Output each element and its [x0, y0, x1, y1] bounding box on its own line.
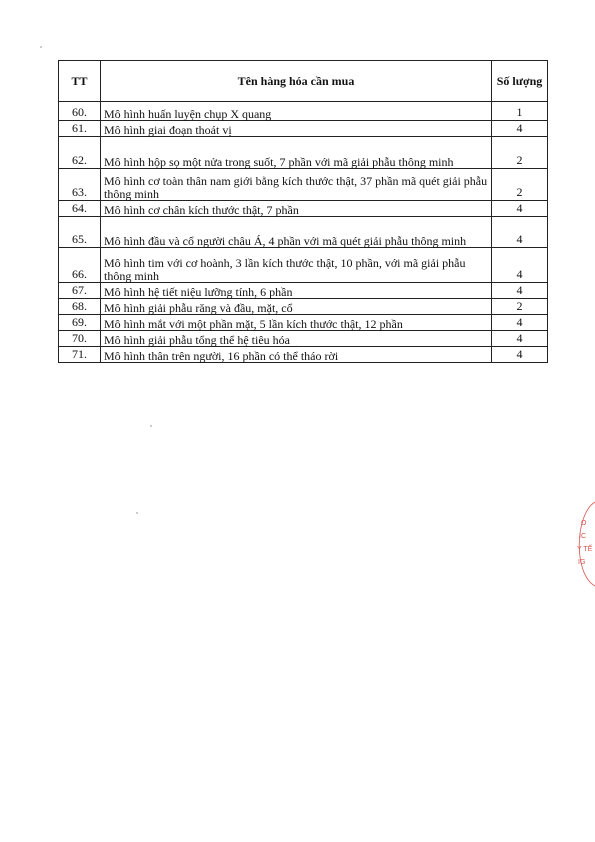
scan-speck — [40, 46, 42, 48]
table-row — [59, 169, 548, 201]
item-name: Mô hình giải phẫu răng và đầu, mặt, cổ — [101, 299, 492, 315]
item-name: Mô hình giải phẫu tổng thể hệ tiêu hóa — [101, 331, 492, 347]
item-quantity: 2 — [492, 137, 548, 169]
item-name: Mô hình hộp sọ một nửa trong suốt, 7 phần với mã giải phẫu thông minh — [101, 137, 492, 169]
row-number: 64. — [59, 201, 101, 217]
row-number: 70. — [59, 331, 101, 347]
red-stamp-fragment — [561, 500, 595, 588]
header-tt: TT — [59, 61, 101, 102]
item-quantity: 2 — [492, 299, 548, 315]
table-row — [59, 315, 548, 331]
table-row — [59, 283, 548, 299]
item-name: Mô hình đầu và cổ người châu Á, 4 phần với mã quét giải phẫu thông minh — [101, 217, 492, 248]
table-row — [59, 299, 548, 315]
item-quantity: 4 — [492, 217, 548, 248]
item-name: Mô hình hệ tiết niệu lưỡng tính, 6 phần — [101, 283, 492, 299]
table-row — [59, 121, 548, 137]
item-quantity: 4 — [492, 248, 548, 283]
row-number: 68. — [59, 299, 101, 315]
header-name: Tên hàng hóa cần mua — [101, 61, 492, 102]
item-quantity: 1 — [492, 102, 548, 121]
table-row — [59, 137, 548, 169]
item-quantity: 4 — [492, 347, 548, 363]
item-name: Mô hình thân trên người, 16 phần có thể tháo rời — [101, 347, 492, 363]
item-quantity: 2 — [492, 169, 548, 201]
scan-speck — [150, 425, 152, 427]
item-quantity: 4 — [492, 121, 548, 137]
table-row — [59, 347, 548, 363]
stamp-text-4: IG — [578, 559, 586, 566]
row-number: 71. — [59, 347, 101, 363]
item-name: Mô hình cơ toàn thân nam giới bằng kích thước thật, 37 phần mã quét giải phẫu thông minh — [101, 169, 492, 201]
row-number: 69. — [59, 315, 101, 331]
row-number: 66. — [59, 248, 101, 283]
items-table — [58, 60, 548, 363]
row-number: 62. — [59, 137, 101, 169]
item-name: Mô hình huấn luyện chụp X quang — [101, 102, 492, 121]
row-number: 60. — [59, 102, 101, 121]
item-name: Mô hình giai đoạn thoát vị — [101, 121, 492, 137]
stamp-text-2: IC — [579, 533, 586, 540]
scan-speck — [136, 512, 138, 514]
item-quantity: 4 — [492, 331, 548, 347]
table-row — [59, 102, 548, 121]
item-name: Mô hình mắt với một phần mặt, 5 lần kích thước thật, 12 phần — [101, 315, 492, 331]
row-number: 61. — [59, 121, 101, 137]
table-row — [59, 217, 548, 248]
stamp-text-3: Y TẾ — [577, 546, 593, 553]
row-number: 67. — [59, 283, 101, 299]
item-quantity: 4 — [492, 315, 548, 331]
table-row — [59, 248, 548, 283]
item-quantity: 4 — [492, 283, 548, 299]
item-name: Mô hình tim với cơ hoành, 3 lần kích thước thật, 10 phần, với mã giải phẫu thông minh — [101, 248, 492, 283]
row-number: 63. — [59, 169, 101, 201]
header-qty: Số lượng — [492, 61, 548, 102]
stamp-text-1: O — [581, 520, 587, 527]
item-quantity: 4 — [492, 201, 548, 217]
table-row — [59, 201, 548, 217]
item-name: Mô hình cơ chân kích thước thật, 7 phần — [101, 201, 492, 217]
table-row — [59, 331, 548, 347]
row-number: 65. — [59, 217, 101, 248]
table-header-row — [59, 61, 548, 102]
